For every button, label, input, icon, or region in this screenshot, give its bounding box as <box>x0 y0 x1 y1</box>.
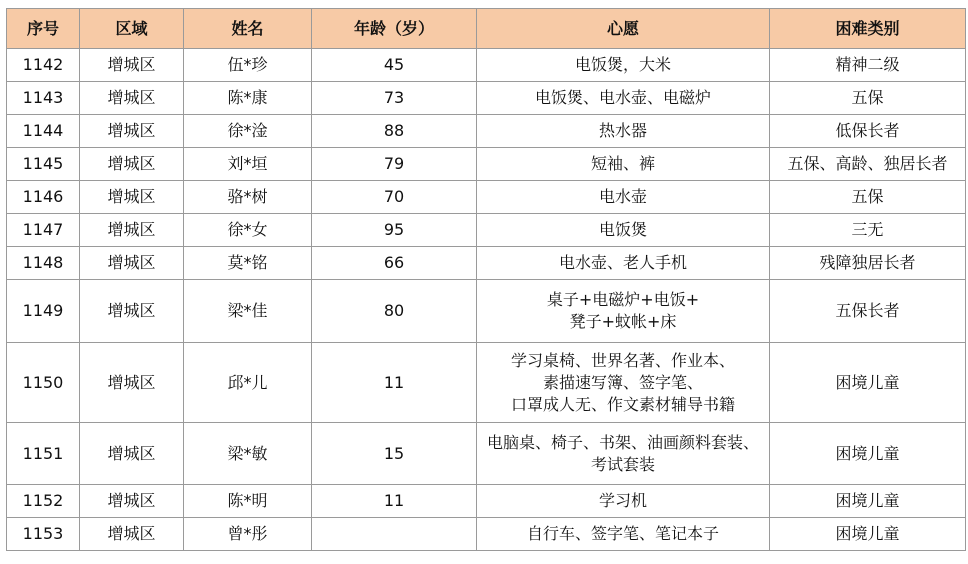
cell-id: 1146 <box>7 181 80 214</box>
wish-line: 桌子+电磁炉+电饭+ <box>546 290 700 309</box>
cell-name: 刘*垣 <box>184 148 312 181</box>
cell-category: 五保 <box>770 82 966 115</box>
table-row <box>7 214 966 247</box>
wish-line: 电饭煲，大米 <box>574 55 671 74</box>
table-row <box>7 518 966 551</box>
wish-line: 电饭煲 <box>598 220 647 239</box>
cell-category: 残障独居长者 <box>770 247 966 280</box>
cell-category: 五保 <box>770 181 966 214</box>
cell-name: 邱*儿 <box>184 343 312 423</box>
cell-id: 1142 <box>7 49 80 82</box>
cell-id: 1147 <box>7 214 80 247</box>
wish-table <box>6 8 966 551</box>
cell-wish <box>477 115 770 148</box>
table-row <box>7 49 966 82</box>
table-row <box>7 485 966 518</box>
cell-age: 11 <box>312 343 477 423</box>
header-wish: 心愿 <box>477 9 770 49</box>
cell-area: 增城区 <box>80 214 184 247</box>
cell-category: 精神二级 <box>770 49 966 82</box>
wish-line: 电饭煲、电水壶、电磁炉 <box>534 88 711 107</box>
cell-category: 困境儿童 <box>770 343 966 423</box>
cell-id: 1152 <box>7 485 80 518</box>
wish-line: 素描速写簿、签字笔、 <box>542 372 703 392</box>
wish-line: 学习机 <box>598 491 647 510</box>
table-row <box>7 82 966 115</box>
cell-name: 伍*珍 <box>184 49 312 82</box>
cell-area: 增城区 <box>80 247 184 280</box>
wish-line: 热水器 <box>598 121 647 140</box>
table-row <box>7 148 966 181</box>
header-id: 序号 <box>7 9 80 49</box>
cell-name: 陈*康 <box>184 82 312 115</box>
cell-wish <box>477 247 770 280</box>
header-name: 姓名 <box>184 9 312 49</box>
table-row <box>7 423 966 485</box>
cell-area: 增城区 <box>80 518 184 551</box>
cell-age: 80 <box>312 280 477 343</box>
cell-area: 增城区 <box>80 423 184 485</box>
cell-name: 骆*树 <box>184 181 312 214</box>
cell-wish <box>477 214 770 247</box>
cell-name: 梁*敏 <box>184 423 312 485</box>
cell-id: 1144 <box>7 115 80 148</box>
cell-age: 88 <box>312 115 477 148</box>
cell-id: 1153 <box>7 518 80 551</box>
cell-category: 困境儿童 <box>770 423 966 485</box>
wish-line: 口罩成人无、作文素材辅导书籍 <box>510 394 735 414</box>
cell-id: 1143 <box>7 82 80 115</box>
wish-line: 电脑桌、椅子、书架、油画颜料套装、 <box>486 432 759 452</box>
table-row <box>7 280 966 343</box>
cell-category: 困境儿童 <box>770 485 966 518</box>
cell-age: 66 <box>312 247 477 280</box>
cell-area: 增城区 <box>80 148 184 181</box>
cell-category: 低保长者 <box>770 115 966 148</box>
table-row <box>7 181 966 214</box>
cell-age: 70 <box>312 181 477 214</box>
cell-name: 徐*淦 <box>184 115 312 148</box>
cell-category: 困境儿童 <box>770 518 966 551</box>
cell-age: 95 <box>312 214 477 247</box>
cell-category: 五保长者 <box>770 280 966 343</box>
cell-wish <box>477 343 770 423</box>
cell-age: 79 <box>312 148 477 181</box>
cell-id: 1145 <box>7 148 80 181</box>
wish-line: 自行车、签字笔、笔记本子 <box>526 524 719 543</box>
table-row <box>7 343 966 423</box>
header-age: 年龄（岁） <box>312 9 477 49</box>
cell-id: 1150 <box>7 343 80 423</box>
wish-line: 考试套装 <box>590 454 655 474</box>
cell-area: 增城区 <box>80 82 184 115</box>
cell-area: 增城区 <box>80 49 184 82</box>
cell-id: 1151 <box>7 423 80 485</box>
cell-category: 五保、高龄、独居长者 <box>770 148 966 181</box>
cell-area: 增城区 <box>80 485 184 518</box>
cell-wish <box>477 518 770 551</box>
cell-area: 增城区 <box>80 280 184 343</box>
table-row <box>7 115 966 148</box>
cell-name: 陈*明 <box>184 485 312 518</box>
cell-category: 三无 <box>770 214 966 247</box>
cell-id: 1149 <box>7 280 80 343</box>
cell-wish <box>477 423 770 485</box>
cell-id: 1148 <box>7 247 80 280</box>
cell-age: 15 <box>312 423 477 485</box>
cell-wish <box>477 181 770 214</box>
cell-name: 曾*彤 <box>184 518 312 551</box>
cell-name: 梁*佳 <box>184 280 312 343</box>
cell-wish <box>477 49 770 82</box>
cell-wish <box>477 485 770 518</box>
cell-wish <box>477 148 770 181</box>
wish-line: 凳子+蚊帐+床 <box>569 312 677 331</box>
table-row <box>7 247 966 280</box>
cell-wish <box>477 280 770 343</box>
table-body <box>7 49 966 551</box>
cell-area: 增城区 <box>80 343 184 423</box>
cell-age: 11 <box>312 485 477 518</box>
cell-age: 45 <box>312 49 477 82</box>
wish-table-container <box>6 8 966 551</box>
wish-line: 电水壶、老人手机 <box>558 253 687 272</box>
cell-wish <box>477 82 770 115</box>
cell-area: 增城区 <box>80 115 184 148</box>
cell-name: 徐*女 <box>184 214 312 247</box>
wish-line: 电水壶 <box>598 187 647 206</box>
header-category: 困难类别 <box>770 9 966 49</box>
cell-age <box>312 518 477 551</box>
wish-line: 学习桌椅、世界名著、作业本、 <box>510 350 735 370</box>
cell-area: 增城区 <box>80 181 184 214</box>
cell-name: 莫*铭 <box>184 247 312 280</box>
table-header-row <box>7 9 966 49</box>
cell-age: 73 <box>312 82 477 115</box>
header-area: 区域 <box>80 9 184 49</box>
wish-line: 短袖、裤 <box>590 154 655 173</box>
